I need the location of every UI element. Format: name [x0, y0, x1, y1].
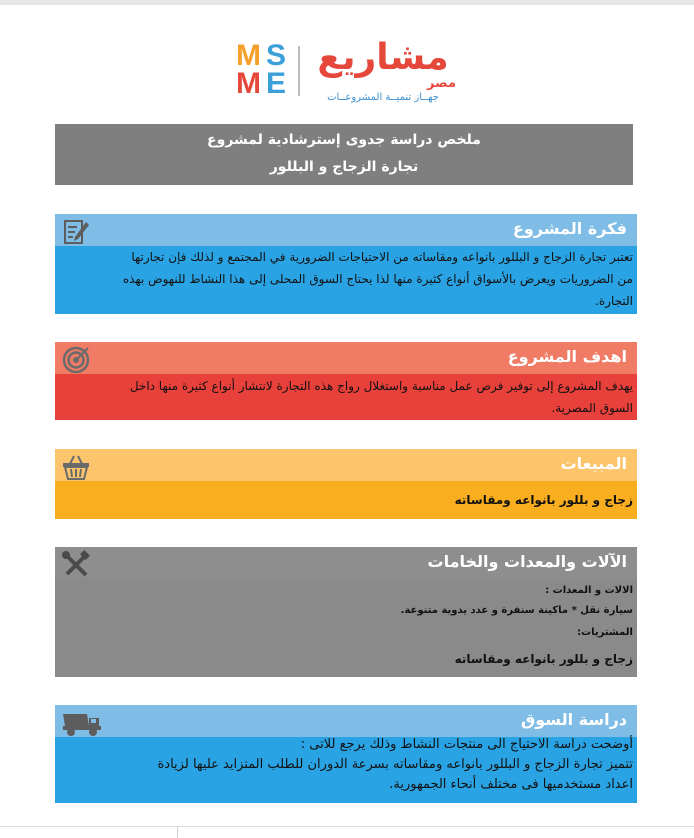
section-heading: اهدف المشروع [507, 347, 627, 366]
document-title-box [55, 124, 633, 185]
target-icon [61, 345, 91, 375]
paragraph-line: اعداد مستخدميها فى مختلف أنحاء الجمهورية. [389, 777, 633, 792]
paragraph-line: التجارة. [595, 294, 633, 308]
page-footer-line [0, 826, 694, 827]
tools-icon [61, 550, 91, 580]
logo-letter-s: S [266, 39, 287, 72]
section-equipment [55, 547, 637, 677]
dump-truck-icon [61, 708, 105, 738]
purchases-label: المشتريات: [577, 627, 633, 638]
section-body [55, 481, 637, 519]
section-body [55, 579, 637, 677]
sales-text: زجاج و بللور بانواعه ومقاساته [454, 493, 633, 507]
section-header [55, 214, 637, 246]
section-header [55, 705, 637, 737]
logo-letter-m: M [236, 39, 261, 72]
title-line-1: ملخص دراسة جدوى إسترشادية لمشروع [207, 132, 481, 148]
section-heading: دراسة السوق [520, 710, 627, 729]
msme-logo-mark [236, 39, 294, 100]
logo-divider [298, 46, 300, 96]
section-market-study [55, 705, 637, 803]
logo-misr-text: مصر [427, 76, 456, 91]
logo [236, 37, 458, 108]
paragraph-line: تتميز تجارة الزجاج و البللور بانواعه ومقاساته بسرعة الدوران للطلب المتزايد عليها لزيادة [157, 757, 633, 772]
section-body [55, 737, 637, 803]
logo-brand-text: مشاريع [317, 37, 449, 78]
section-heading: الآلات والمعدات والخامات [427, 552, 627, 571]
machines-label: الالات و المعدات : [545, 585, 633, 596]
purchases-text: زجاج و بللور بانواعه ومقاساته [454, 652, 633, 666]
logo-letter-m2: M [236, 67, 261, 100]
top-border [0, 0, 694, 5]
section-heading: المبيعات [560, 454, 627, 473]
title-line-2: تجارة الزجاج و البللور [269, 159, 419, 175]
section-header [55, 547, 637, 579]
paragraph-line: السوق المصرية. [551, 401, 633, 415]
section-project-goals [55, 342, 637, 420]
section-heading: فكرة المشروع [512, 219, 627, 238]
basket-icon [61, 452, 91, 482]
logo-agency-text: جهــاز تنميــة المشروعــات [327, 92, 439, 103]
page-footer-tick [177, 826, 178, 838]
paragraph-line: تعتبر تجارة الزجاج و البللور بانواعه ومقاساته من الاحتياجات الضرورية في المجتمع و لذلك فإن تجارتها [131, 250, 633, 264]
paragraph-line: أوضحت دراسة الاحتياج الى منتجات النشاط وذلك يرجع للاتى : [300, 737, 633, 752]
paragraph-line: يهدف المشروع إلى توفير فرص عمل مناسبة واستغلال رواج هذه التجارة لانتشار أنواع كثيرة منها داخل [129, 379, 633, 393]
section-body [55, 246, 637, 314]
section-header [55, 342, 637, 374]
section-body [55, 374, 637, 420]
logo-letter-e: E [266, 67, 287, 100]
machines-text: سيارة نقل * ماكينة سنفرة و عدد يدوية متنوعة. [400, 605, 633, 616]
section-header [55, 449, 637, 481]
paragraph-line: من الضروريات ويعرض بالأسواق أنواع كثيرة منها لذا يحتاج السوق المحلى إلى هذا النشاط للنهوض بهذه [122, 272, 633, 286]
pencil-paper-icon [61, 217, 91, 247]
section-project-idea [55, 214, 637, 314]
section-sales [55, 449, 637, 519]
